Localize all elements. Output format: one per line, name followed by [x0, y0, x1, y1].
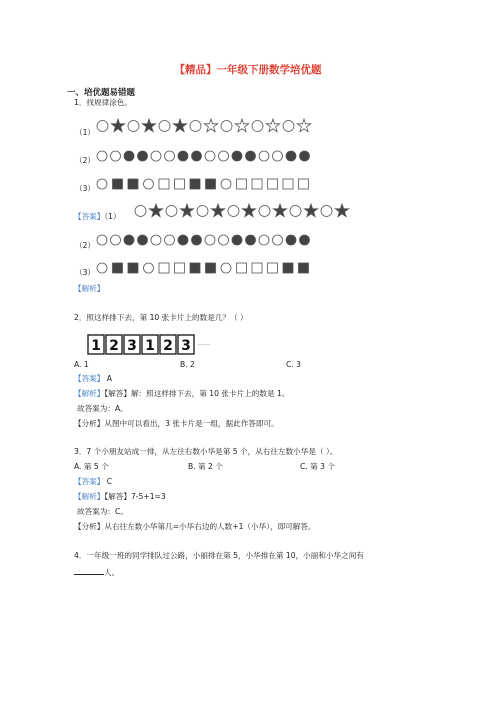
q2-conclusion: 故答案为：A。 [77, 404, 128, 413]
q1-answer-label-2: （2） [75, 241, 96, 250]
q4-blank-line [74, 566, 119, 578]
section-heading: 一、培优题易错题 [67, 88, 136, 98]
q2-fenxi-text: 从图中可以看出，3 张卡片是一组，据此作答即可。 [104, 419, 279, 428]
page-title: 【精品】一年级下册数学培优题 [174, 64, 322, 76]
circle-shape [259, 206, 270, 217]
square-shape [299, 179, 309, 189]
q3-stem: 3．7 个小朋友站成一排，从左往右数小华是第 5 个，从右往左数小华是（ ）。 [74, 447, 338, 456]
number-card-value: 1 [145, 338, 155, 354]
circle-shape [197, 206, 208, 217]
circle-shape [283, 121, 294, 132]
circle-shape [135, 206, 146, 217]
square-shape [190, 179, 200, 189]
square-shape [175, 263, 185, 273]
circle-shape [138, 235, 148, 245]
square-shape [252, 179, 262, 189]
circle-shape [259, 235, 269, 245]
star-shape [304, 204, 317, 217]
circle-shape [124, 235, 134, 245]
q4-stem: 4．一年级一班的同学排队过公路，小丽排在第 5，小华排在第 10，小丽和小华之间有 [74, 551, 364, 560]
circle-shape [97, 179, 107, 189]
square-shape [237, 263, 247, 273]
circle-shape [221, 263, 231, 273]
circle-shape [221, 121, 232, 132]
q1-shape-row-2 [96, 147, 326, 165]
circle-shape [286, 151, 296, 161]
q2-analysis [74, 389, 289, 399]
circle-shape [97, 263, 107, 273]
q1-answer-row-3 [96, 259, 336, 277]
circle-shape [286, 235, 296, 245]
circle-shape [219, 235, 229, 245]
square-shape [113, 263, 123, 273]
circle-shape [252, 121, 263, 132]
star-shape [242, 204, 255, 217]
q1-answer-label-1: （1） [104, 212, 121, 221]
q1-analysis-tag: 【解析】 [74, 284, 105, 293]
square-shape [128, 179, 138, 189]
q1-label-2: （2） [75, 156, 96, 165]
star-shape [211, 204, 224, 217]
circle-shape [246, 151, 256, 161]
analysis-tag: 【解析】 [74, 492, 105, 501]
q3-answer [74, 477, 112, 487]
circle-shape [192, 151, 202, 161]
square-shape [206, 179, 216, 189]
circle-shape [124, 151, 134, 161]
q3-option-a: A. 第 5 个 [74, 462, 109, 471]
star-shape [142, 119, 155, 132]
q3-option-c: C. 第 3 个 [300, 462, 335, 471]
circle-shape [159, 121, 170, 132]
circle-shape [321, 206, 332, 217]
number-card-value: 2 [109, 338, 119, 354]
number-card-value: 1 [91, 338, 101, 354]
circle-shape [165, 151, 175, 161]
star-shape [266, 119, 279, 132]
q1-answer-row-2 [96, 231, 326, 249]
circle-shape [205, 235, 215, 245]
q2-fenxi [74, 419, 279, 429]
circle-shape [232, 151, 242, 161]
circle-shape [300, 235, 310, 245]
circle-shape [228, 206, 239, 217]
square-shape [299, 263, 309, 273]
circle-shape [178, 151, 188, 161]
fenxi-tag: 【分析】 [74, 522, 105, 531]
q1-answer-row-1 [134, 202, 364, 220]
circle-shape [221, 179, 231, 189]
star-shape [111, 119, 124, 132]
q3-fenxi-text: 从右往左数小华第几=小华右边的人数+1（小华），即可解答。 [104, 522, 316, 531]
answer-blank [74, 566, 104, 575]
answer-tag: 【答案】 [74, 374, 105, 383]
circle-shape [144, 263, 154, 273]
circle-shape [166, 206, 177, 217]
number-card-value: 3 [127, 338, 137, 354]
circle-shape [219, 151, 229, 161]
circle-shape [273, 151, 283, 161]
star-shape [204, 119, 217, 132]
q2-answer-value: A [104, 374, 112, 383]
star-shape [235, 119, 248, 132]
q3-option-b: B. 第 2 个 [188, 462, 223, 471]
circle-shape [190, 121, 201, 132]
circle-shape [192, 235, 202, 245]
circle-shape [111, 235, 121, 245]
square-shape [268, 179, 278, 189]
q1-answer-label-3: （3） [75, 268, 96, 277]
q1-stem: 1．找规律涂色。 [74, 98, 132, 107]
q1-label-3: （3） [75, 184, 96, 193]
square-shape [113, 179, 123, 189]
q2-option-c: C. 3 [286, 360, 301, 369]
square-shape [283, 263, 293, 273]
q1-answer [74, 212, 121, 222]
q3-fenxi [74, 522, 316, 532]
q2-answer [74, 374, 112, 384]
square-shape [159, 263, 169, 273]
analysis-tag: 【解析】 [74, 389, 105, 398]
star-shape [180, 204, 193, 217]
answer-tag: 【答案】 [74, 212, 105, 221]
circle-shape [97, 235, 107, 245]
number-card-value: 3 [181, 338, 191, 354]
star-shape [149, 204, 162, 217]
star-shape [173, 119, 186, 132]
fenxi-tag: 【分析】 [74, 419, 105, 428]
square-shape [206, 263, 216, 273]
square-shape [175, 179, 185, 189]
circle-shape [165, 235, 175, 245]
q4-tail: 人。 [104, 568, 120, 577]
answer-tag: 【答案】 [74, 477, 105, 486]
square-shape [159, 179, 169, 189]
q1-shape-row-3 [96, 175, 336, 193]
q3-analysis-text: 【解答】7-5+1=3 [104, 492, 166, 501]
circle-shape [232, 235, 242, 245]
circle-shape [97, 121, 108, 132]
circle-shape [97, 151, 107, 161]
square-shape [190, 263, 200, 273]
circle-shape [144, 179, 154, 189]
circle-shape [259, 151, 269, 161]
circle-shape [151, 235, 161, 245]
number-card-value: 2 [163, 338, 173, 354]
circle-shape [128, 121, 139, 132]
circle-shape [138, 151, 148, 161]
star-shape [297, 119, 310, 132]
q3-answer-value: C [104, 477, 113, 486]
circle-shape [178, 235, 188, 245]
circle-shape [111, 151, 121, 161]
q2-stem: 2．照这样排下去，第 10 张卡片上的数是几？（ ） [74, 313, 248, 322]
square-shape [283, 179, 293, 189]
q2-option-b: B. 2 [180, 360, 195, 369]
star-shape [335, 204, 348, 217]
q1-shape-row-1 [96, 117, 326, 135]
circle-shape [246, 235, 256, 245]
circle-shape [151, 151, 161, 161]
q3-conclusion: 故答案为：C。 [77, 507, 128, 516]
square-shape [128, 263, 138, 273]
square-shape [237, 179, 247, 189]
square-shape [268, 263, 278, 273]
q2-ellipsis: …… [198, 340, 210, 347]
q3-analysis [74, 492, 166, 502]
q1-label-1: （1） [75, 128, 96, 137]
star-shape [273, 204, 286, 217]
q2-option-a: A. 1 [74, 360, 89, 369]
circle-shape [300, 151, 310, 161]
q2-analysis-text: 【解答】解：照这样排下去，第 10 张卡片上的数是 1。 [104, 389, 290, 398]
circle-shape [205, 151, 215, 161]
circle-shape [290, 206, 301, 217]
square-shape [252, 263, 262, 273]
circle-shape [273, 235, 283, 245]
